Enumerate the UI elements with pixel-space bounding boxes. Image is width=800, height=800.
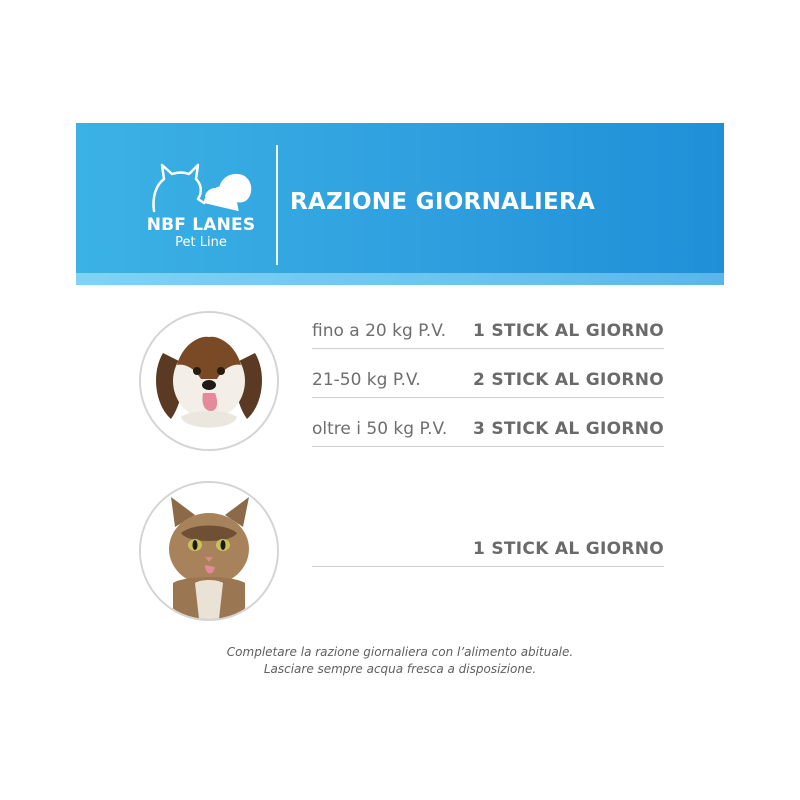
page-title: RAZIONE GIORNALIERA: [290, 189, 596, 215]
weight-range: 21-50 kg P.V.: [312, 370, 421, 390]
row-divider: [312, 566, 664, 567]
dosage-row: [312, 313, 664, 349]
header-divider: [276, 145, 278, 265]
footnote-line: Completare la razione giornaliera con l’alimento abituale.: [226, 645, 574, 659]
dosage-row: [312, 362, 664, 398]
daily-dose: 2 STICK AL GIORNO: [473, 370, 664, 390]
daily-dose: 1 STICK AL GIORNO: [473, 539, 664, 559]
header-banner: [76, 123, 724, 285]
cat-dosage-row: [312, 531, 664, 567]
footnote-line: Lasciare sempre acqua fresca a disposizione.: [263, 662, 537, 676]
daily-dose: 1 STICK AL GIORNO: [473, 321, 664, 341]
banner-strip: [76, 273, 724, 285]
brand-tagline: Pet Line: [175, 235, 227, 250]
cat-dog-logo-icon: [146, 159, 256, 215]
brand-name: NBF LANES: [146, 215, 256, 235]
row-divider: [312, 348, 664, 349]
row-divider: [312, 446, 664, 447]
cat-photo-icon: [139, 481, 279, 621]
weight-range: oltre i 50 kg P.V.: [312, 419, 448, 439]
row-divider: [312, 397, 664, 398]
weight-range: fino a 20 kg P.V.: [312, 321, 447, 341]
daily-dose: 3 STICK AL GIORNO: [473, 419, 664, 439]
dog-photo-icon: [139, 311, 279, 451]
dosage-row: [312, 411, 664, 447]
